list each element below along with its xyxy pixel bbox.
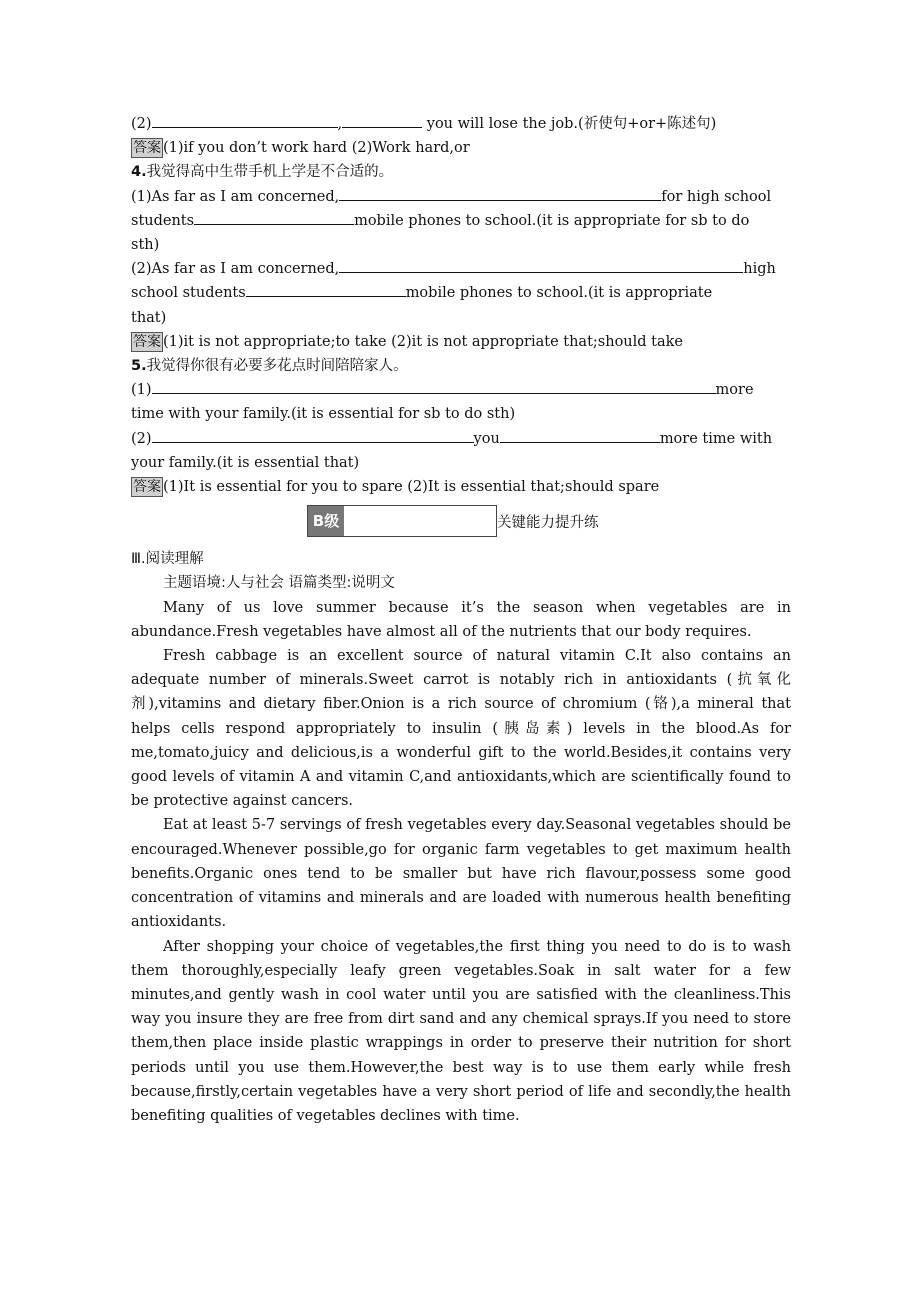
answer-tag: 答案 xyxy=(133,140,161,157)
q4-line-2 xyxy=(131,209,791,233)
q4-text: mobile phones to school.(it is appropriate xyxy=(405,285,713,302)
answer-blank[interactable] xyxy=(246,282,406,297)
answer-blank[interactable] xyxy=(339,258,743,273)
q4-text: sth) xyxy=(131,237,160,254)
q3-answer-line xyxy=(131,136,791,160)
q4-text: students xyxy=(131,212,195,229)
q5-text: more xyxy=(715,382,754,399)
answer-blank[interactable] xyxy=(152,113,338,128)
q4-line-5 xyxy=(131,281,791,305)
q5-prompt-line xyxy=(131,354,791,378)
level-box xyxy=(307,505,497,537)
passage-paragraph: After shopping your choice of vegetables,the first thing you need to do is to wash them thoroughly,especially leafy green vegetables.Soak in salt water for a few minutes,and gently wash in cool water until you are satisfied with the cleanliness.This way you insure they are free from dirt sand and any chemical sprays.If you need to store them,then place inside plastic wrappings in order to preserve their nutrition for short periods until you use them.However,the best way is to use them early while fresh because,firstly,certain vegetables have a very short period of life and secondly,the health benefiting qualities of vegetables declines with time. xyxy=(131,938,791,1124)
answer-tag: 答案 xyxy=(133,333,161,350)
q5-answer: (1)It is essential for you to spare (2)It is essential that;should spare xyxy=(163,479,660,496)
q4-text: high xyxy=(743,261,776,278)
q4-answer-line xyxy=(131,330,791,354)
q4-text: for high school xyxy=(661,188,772,205)
q5-answer-line xyxy=(131,475,791,499)
q4-text: that) xyxy=(131,309,167,326)
level-label: 关键能力提升练 xyxy=(497,515,599,532)
answer-blank[interactable] xyxy=(339,186,661,201)
q5-text: you xyxy=(473,430,500,447)
answer-blank[interactable] xyxy=(194,210,354,225)
answer-blank[interactable] xyxy=(342,113,422,128)
q4-text: (1)As far as I am concerned, xyxy=(131,188,340,205)
q3-line2-rest: you will lose the job.(祈使句+or+陈述句) xyxy=(422,116,717,132)
q4-number: 4. xyxy=(131,164,147,181)
q4-line-3 xyxy=(131,233,791,257)
q5-text: (2) xyxy=(131,430,152,447)
q5-line-4 xyxy=(131,451,791,475)
q4-prompt-line xyxy=(131,160,791,184)
q5-text: your family.(it is essential that) xyxy=(131,454,360,471)
answer-blank[interactable] xyxy=(152,428,474,443)
q3-comma: , xyxy=(337,116,343,132)
answer-tag: 答案 xyxy=(133,479,161,496)
q4-line-4 xyxy=(131,257,791,281)
level-banner xyxy=(131,505,791,545)
passage-paragraph: Many of us love summer because it’s the season when vegetables are in abundance.Fresh vegetables have almost all of the nutrients that our body requires. xyxy=(131,599,791,640)
q5-line-1 xyxy=(131,378,791,402)
q4-text: school students xyxy=(131,285,246,302)
q4-text: mobile phones to school.(it is appropriate for sb to do xyxy=(354,212,750,229)
section-title: Ⅲ.阅读理解 xyxy=(131,551,204,568)
passage-paragraph: Eat at least 5-7 servings of fresh vegetables every day.Seasonal vegetables should be encouraged.Whenever possible,go for organic farm vegetables to get maximum health benefits.Organic ones tend to be smaller but have rich flavour,possess some good concentration of vitamins and minerals and are loaded with numerous health benefiting antioxidants. xyxy=(131,817,791,931)
q5-prompt: 我觉得你很有必要多花点时间陪陪家人。 xyxy=(146,358,408,375)
q4-line-1 xyxy=(131,185,791,209)
q5-text: more time with xyxy=(659,430,773,447)
q5-text: (1) xyxy=(131,382,152,399)
q3-line2-prefix: (2) xyxy=(131,116,152,132)
document-page xyxy=(131,112,791,1128)
q4-answer: (1)it is not appropriate;to take (2)it is not appropriate that;should take xyxy=(163,333,684,350)
section-meta: 主题语境:人与社会 语篇类型:说明文 xyxy=(163,575,395,592)
answer-blank[interactable] xyxy=(152,379,716,394)
q5-line-2 xyxy=(131,402,791,426)
passage-paragraph: Fresh cabbage is an excellent source of natural vitamin C.It also contains an adequate number of minerals.Sweet carrot is notably rich in antioxidants (抗氧化剂),vitamins and dietary fiber.Onion is a rich source of chromium (铬),a mineral that helps cells respond appropriately to insulin (胰岛素) levels in the blood.As for me,tomato,juicy and delicious,is a wonderful gift to the world.Besides,it contains very good levels of vitamin A and vitamin C,and antioxidants,which are scientifically found to be protective against cancers. xyxy=(131,648,791,810)
q5-text: time with your family.(it is essential for sb to do sth) xyxy=(131,406,516,423)
q4-prompt: 我觉得高中生带手机上学是不合适的。 xyxy=(146,164,394,181)
level-tag: B级 xyxy=(308,506,344,536)
q3-line-2 xyxy=(131,112,791,136)
q3-answer: (1)if you don’t work hard (2)Work hard,or xyxy=(163,140,470,157)
q4-text: (2)As far as I am concerned, xyxy=(131,261,340,278)
answer-blank[interactable] xyxy=(500,428,660,443)
q4-line-6 xyxy=(131,306,791,330)
q5-number: 5. xyxy=(131,358,147,375)
q5-line-3 xyxy=(131,427,791,451)
